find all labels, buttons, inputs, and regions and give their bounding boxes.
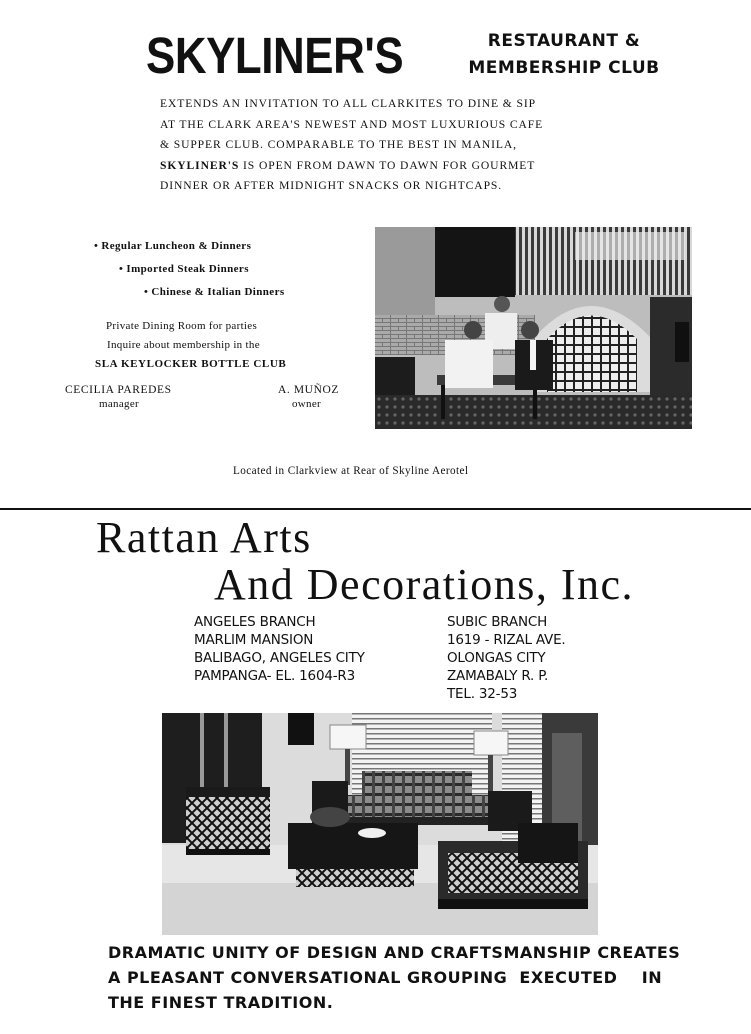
skyliner-subtitle: [466, 28, 662, 82]
subtitle-line: RESTAURANT &: [487, 31, 641, 51]
address-line: OLONGAS CITY: [447, 650, 546, 666]
owner-role: owner: [292, 398, 321, 410]
private-room-text: Private Dining Room for parties: [106, 320, 258, 332]
address-line: TEL. 32-53: [447, 686, 518, 702]
manager-role: manager: [99, 398, 139, 410]
intro-line-rest: IS OPEN FROM DAWN TO DAWN FOR GOURMET: [243, 158, 536, 172]
tagline-line: THE FINEST TRADITION.: [108, 993, 334, 1012]
intro-line: DINNER OR AFTER MIDNIGHT SNACKS OR NIGHTCAPS.: [160, 179, 503, 192]
bottle-club-name: SLA KEYLOCKER BOTTLE CLUB: [95, 358, 287, 370]
menu-bullet: • Imported Steak Dinners: [119, 263, 249, 275]
menu-bullet: • Regular Luncheon & Dinners: [94, 240, 252, 252]
owner-name: A. MUÑOZ: [278, 384, 340, 396]
address-line: SUBIC BRANCH: [447, 614, 548, 630]
intro-line: AT THE CLARK AREA'S NEWEST AND MOST LUXURIOUS CAFE: [160, 117, 544, 131]
address-line: BALIBAGO, ANGELES CITY: [194, 650, 365, 666]
rattan-furniture-photo: [162, 713, 598, 935]
skyliner-name-bold: SKYLINER'S: [160, 158, 240, 172]
address-line: ZAMABALY R. P.: [447, 668, 549, 684]
skyliner-title: SKYLINER'S: [146, 27, 404, 84]
rattan-title-line1: Rattan Arts: [96, 513, 312, 562]
address-line: 1619 - RIZAL AVE.: [447, 632, 566, 648]
inquire-text: Inquire about membership in the: [107, 339, 260, 351]
tagline-line: A PLEASANT CONVERSATIONAL GROUPING EXECUTED IN: [108, 968, 663, 987]
subic-branch-address: [447, 613, 566, 703]
restaurant-photo-image: [375, 227, 692, 429]
intro-line: EXTENDS AN INVITATION TO ALL CLARKITES TO DINE & SIP: [160, 97, 536, 110]
address-line: MARLIM MANSION: [194, 632, 314, 648]
rattan-title-line2: And Decorations, Inc.: [214, 560, 635, 609]
address-line: ANGELES BRANCH: [194, 614, 316, 630]
address-line: PAMPANGA- EL. 1604-R3: [194, 668, 355, 684]
intro-line: [160, 156, 590, 177]
restaurant-interior-photo: [375, 227, 692, 429]
section-divider: [0, 508, 751, 510]
rattan-tagline: [108, 940, 728, 1015]
invitation-text: [160, 94, 590, 197]
location-text: Located in Clarkview at Rear of Skyline Aerotel: [233, 465, 469, 477]
menu-bullet: • Chinese & Italian Dinners: [144, 286, 285, 298]
angeles-branch-address: [194, 613, 365, 685]
intro-line: & SUPPER CLUB. COMPARABLE TO THE BEST IN MANILA,: [160, 138, 517, 151]
manager-name: CECILIA PAREDES: [65, 384, 172, 396]
tagline-line: DRAMATIC UNITY OF DESIGN AND CRAFTSMANSHIP CREATES: [108, 943, 681, 962]
subtitle-line: MEMBERSHIP CLUB: [468, 58, 660, 78]
furniture-photo-image: [162, 713, 598, 935]
